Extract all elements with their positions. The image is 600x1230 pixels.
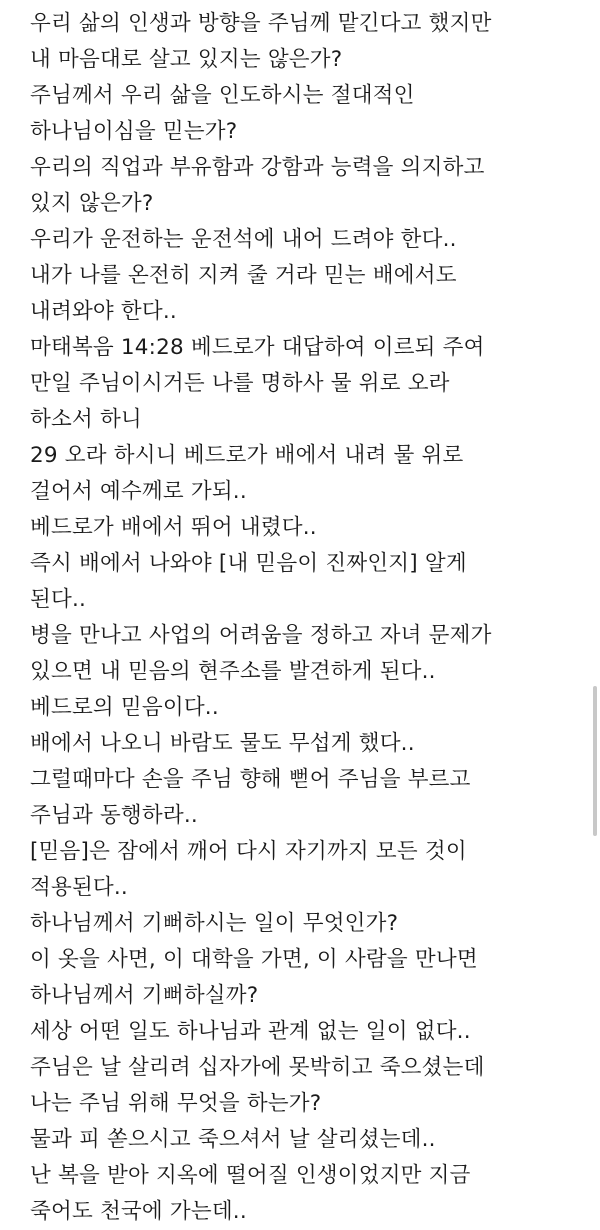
text-line: 주님께서 우리 삶을 인도하시는 절대적인 [30,83,415,108]
scrollbar-thumb[interactable] [593,686,597,836]
text-line: 우리의 직업과 부유함과 강함과 능력을 의지하고 [30,155,485,180]
text-line: 주님과 동행하라.. [30,803,198,828]
text-line: 된다.. [30,587,87,612]
text-line: 하나님께서 기뻐하실까? [30,983,259,1008]
text-line: 주님은 날 살리려 십자가에 못박히고 죽으셨는데 [30,1055,485,1080]
text-line: 내 마음대로 살고 있지는 않은가? [30,47,343,72]
text-line: 즉시 배에서 나와야 [내 믿음이 진짜인지] 알게 [30,551,467,576]
text-line: 물과 피 쏟으시고 죽으셔서 날 살리셨는데.. [30,1127,436,1152]
text-line: 마태복음 14:28 베드로가 대답하여 이르되 주여 [30,335,485,360]
text-line: 29 오라 하시니 베드로가 배에서 내려 물 위로 [30,443,464,468]
post-body-text [30,6,590,1230]
text-line: 베드로가 배에서 뛰어 내렸다.. [30,515,317,540]
text-line: 걸어서 예수께로 가되.. [30,479,247,504]
text-line: 내려와야 한다.. [30,299,177,324]
text-line: 하나님이심을 믿는가? [30,119,238,144]
text-line: 그럴때마다 손을 주님 향해 뻗어 주님을 부르고 [30,767,471,792]
text-line: 우리 삶의 인생과 방향을 주님께 맡긴다고 했지만 [30,11,492,36]
text-line: 하소서 하니 [30,407,142,432]
text-line: 우리가 운전하는 운전석에 내어 드려야 한다.. [30,227,457,252]
text-line: 적용된다.. [30,875,128,900]
text-line: 배에서 나오니 바람도 물도 무섭게 했다.. [30,731,415,756]
text-line: 베드로의 믿음이다.. [30,695,219,720]
text-line: 있지 않은가? [30,191,154,216]
text-line: 난 복을 받아 지옥에 떨어질 인생이었지만 지금 [30,1163,471,1188]
text-line: 만일 주님이시거든 나를 명하사 물 위로 오라 [30,371,450,396]
text-line: 내가 나를 온전히 지켜 줄 거라 믿는 배에서도 [30,263,457,288]
text-line: 이 옷을 사면, 이 대학을 가면, 이 사람을 만나면 [30,947,478,972]
text-line: 나는 주님 위해 무엇을 하는가? [30,1091,322,1116]
text-line: [믿음]은 잠에서 깨어 다시 자기까지 모든 것이 [30,839,467,864]
text-line: 있으면 내 믿음의 현주소를 발견하게 된다.. [30,659,436,684]
text-line: 하나님께서 기뻐하시는 일이 무엇인가? [30,911,399,936]
text-line: 세상 어떤 일도 하나님과 관계 없는 일이 없다.. [30,1019,471,1044]
text-line: 병을 만나고 사업의 어려움을 정하고 자녀 문제가 [30,623,492,648]
text-line: 죽어도 천국에 가는데.. [30,1199,247,1224]
